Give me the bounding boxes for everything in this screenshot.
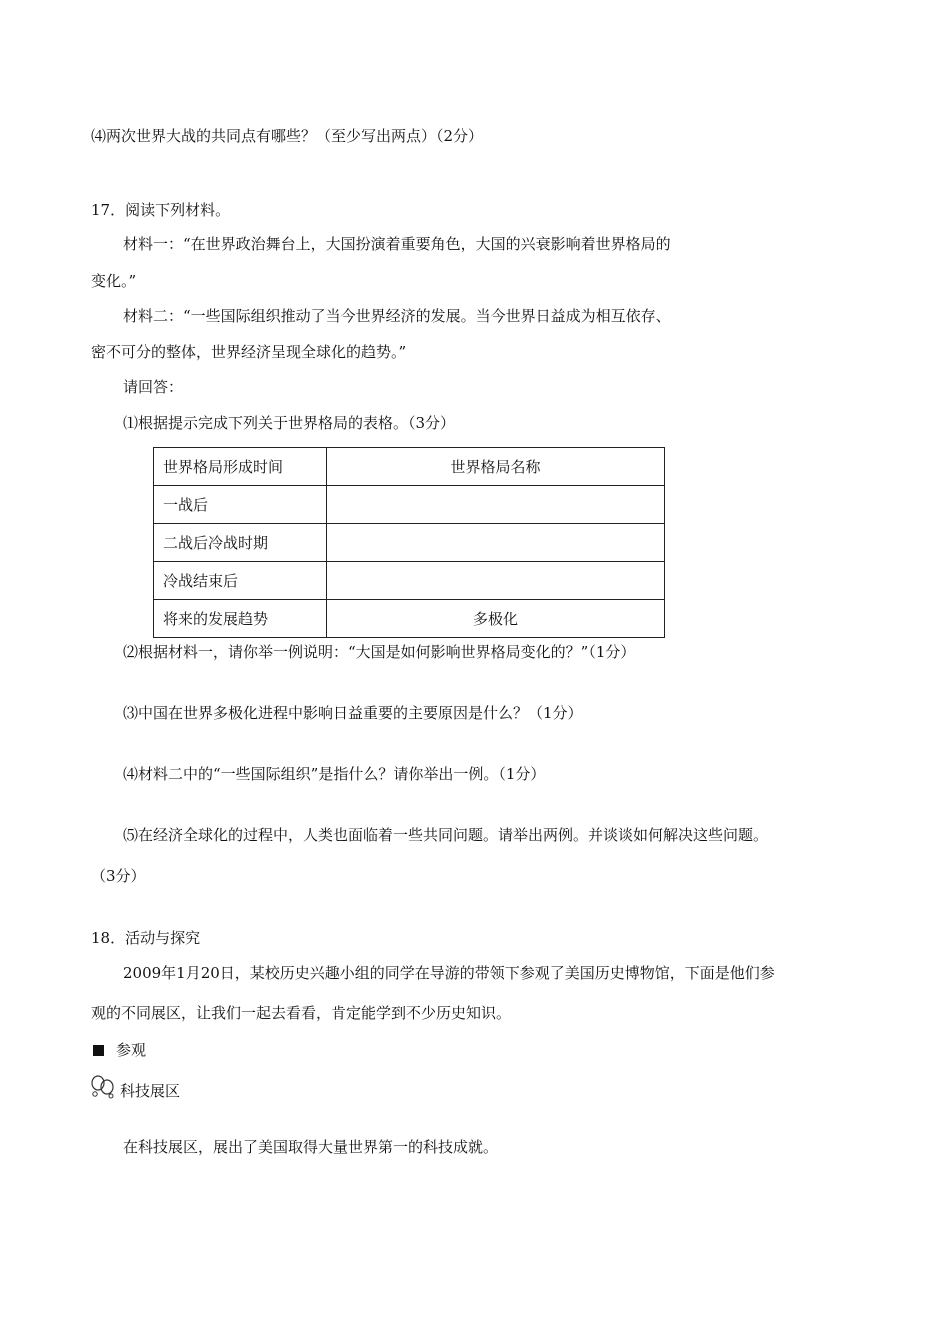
question-18-heading: 18．活动与探究 xyxy=(91,929,201,947)
table-row xyxy=(154,562,665,600)
question-18-intro-line-1: 2009年1月20日，某校历史兴趣小组的同学在导游的带领下参观了美国历史博物馆，下面是他们参 xyxy=(123,964,775,982)
question-17-item-1: ⑴根据提示完成下列关于世界格局的表格。（3分） xyxy=(123,414,456,432)
visit-label: 参观 xyxy=(116,1041,147,1059)
question-17-item-5-line-2: （3分） xyxy=(91,867,146,885)
square-bullet-icon xyxy=(93,1045,104,1056)
table-cell: 一战后 xyxy=(154,486,327,524)
table-row xyxy=(154,524,665,562)
question-16-item-4: ⑷两次世界大战的共同点有哪些？（至少写出两点）（2分） xyxy=(91,127,484,145)
table-row xyxy=(154,486,665,524)
footprints-icon xyxy=(88,1074,118,1100)
table-cell: 二战后冷战时期 xyxy=(154,524,327,562)
question-17-item-2: ⑵根据材料一，请你举一例说明：“大国是如何影响世界格局变化的？”（1分） xyxy=(123,643,636,661)
question-17-item-5-line-1: ⑸在经济全球化的过程中，人类也面临着一些共同问题。请举出两例。并谈谈如何解决这些问题。 xyxy=(123,826,769,844)
table-header-cell: 世界格局名称 xyxy=(327,448,665,486)
table-header-cell: 世界格局形成时间 xyxy=(154,448,327,486)
question-17-heading: 17．阅读下列材料。 xyxy=(91,201,231,219)
answer-cell xyxy=(327,524,665,562)
question-18-intro-line-2: 观的不同展区，让我们一起去看看，肯定能学到不少历史知识。 xyxy=(91,1004,512,1022)
question-17-item-4: ⑷材料二中的“一些国际组织”是指什么？请你举出一例。（1分） xyxy=(123,765,546,783)
visit-row xyxy=(93,1040,146,1060)
tech-zone-label: 科技展区 xyxy=(120,1082,181,1100)
table-header-row xyxy=(154,448,665,486)
material-2-line-1: 材料二：“一些国际组织推动了当今世界经济的发展。当今世界日益成为相互依存、 xyxy=(123,307,671,325)
world-pattern-table xyxy=(153,447,665,638)
answer-cell xyxy=(327,486,665,524)
material-1-line-2: 变化。” xyxy=(91,272,137,290)
table-row xyxy=(154,600,665,638)
table-cell: 冷战结束后 xyxy=(154,562,327,600)
tech-zone-text: 在科技展区，展出了美国取得大量世界第一的科技成就。 xyxy=(123,1138,499,1156)
table-cell: 多极化 xyxy=(327,600,665,638)
question-17-item-3: ⑶中国在世界多极化进程中影响日益重要的主要原因是什么？（1分） xyxy=(123,704,583,722)
material-2-line-2: 密不可分的整体，世界经济呈现全球化的趋势。” xyxy=(91,343,407,361)
material-1-line-1: 材料一：“在世界政治舞台上，大国扮演着重要角色，大国的兴衰影响着世界格局的 xyxy=(123,235,671,253)
answer-prompt: 请回答： xyxy=(123,378,184,396)
answer-cell xyxy=(327,562,665,600)
table-cell: 将来的发展趋势 xyxy=(154,600,327,638)
